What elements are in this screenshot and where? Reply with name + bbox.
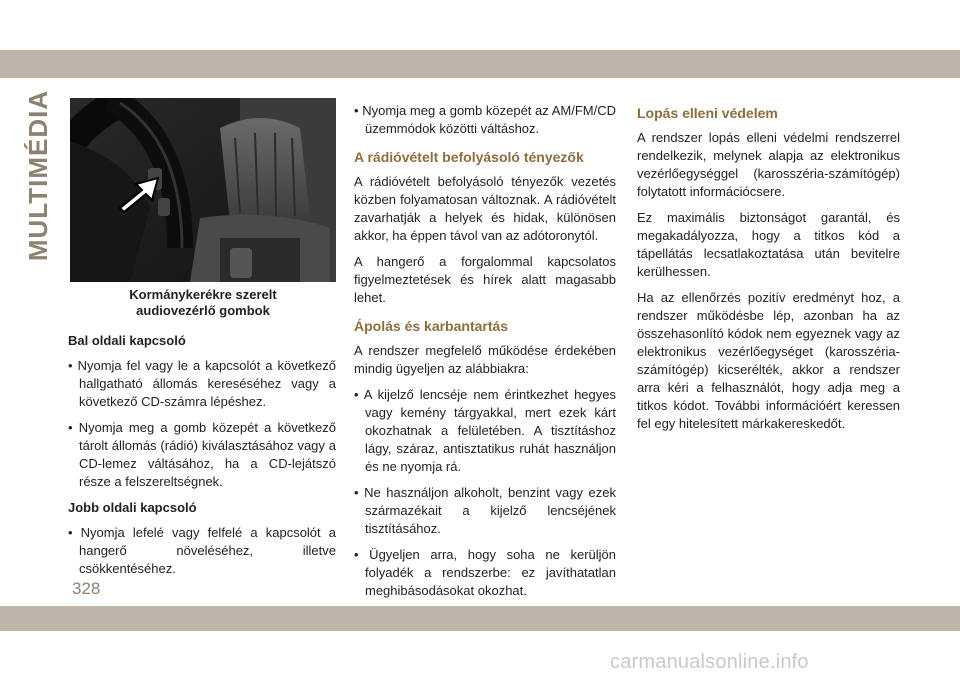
theft-paragraph-2: Ez maximális biztonságot garantál, és megakadályozza, hogy a titkos kód a tápellátás lecsatlakoztatása után bevitelre kerülhessen. [637, 210, 900, 279]
column-left [68, 332, 336, 586]
theft-protection-heading: Lopás elleni védelem [637, 105, 778, 121]
figure-caption-line1: Kormánykerékre szerelt [129, 287, 277, 302]
right-switch-heading: Jobb oldali kapcsoló [68, 500, 197, 515]
steering-wheel-illustration [70, 98, 336, 282]
care-paragraph: A rendszer megfelelő működése érdekében mindig ügyeljen az alábbiakra: [354, 343, 616, 376]
reception-heading: A rádióvételt befolyásoló tényezők [354, 149, 584, 165]
am-fm-bullet: • Nyomja meg a gomb közepét az AM/FM/CD üzemmódok közötti váltáshoz. [354, 103, 616, 136]
figure-caption-line2: audiovezérlő gombok [136, 303, 270, 318]
page-number: 328 [72, 579, 101, 598]
right-switch-bullet-1: • Nyomja lefelé vagy felfelé a kapcsolót a hangerő növeléséhez, illetve csökkentéséhez. [68, 525, 336, 576]
left-switch-bullet-1: • Nyomja fel vagy le a kapcsolót a következő hallgatható állomás kereséséhez vagy a következő CD-számra lépéshez. [68, 358, 336, 409]
theft-paragraph-1: A rendszer lopás elleni védelmi rendszerrel rendelkezik, melynek alapja az elektronikus vezérlőegységgel (karosszéria-számítógép) folytatott információcsere. [637, 130, 900, 199]
column-middle [354, 102, 616, 608]
section-tab-label: MULTIMÉDIA [23, 89, 54, 261]
header-band [0, 50, 960, 78]
left-switch-heading: Bal oldali kapcsoló [68, 333, 186, 348]
reception-paragraph-1: A rádióvételt befolyásoló tényezők vezetés közben folyamatosan változnak. A rádióvételt zavarhatják a helyek és hidak, különösen akkor, ha éppen távol van az adótoronytól. [354, 174, 616, 243]
care-bullet-2: • Ne használjon alkoholt, benzint vagy ezek származékait a kijelző lencséjének tisztításához. [354, 485, 616, 536]
section-tab [23, 89, 54, 261]
care-bullet-1: • A kijelző lencséje nem érintkezhet hegyes vagy kemény tárgyakkal, mert ezek kárt okozhatnak a felületében. A tisztításhoz lágy, száraz, antisztatikus ruhát használjon és ne nyomja rá. [354, 387, 616, 474]
figure-caption [70, 287, 336, 319]
theft-paragraph-3: Ha az ellenőrzés pozitív eredményt hoz, a rendszer működésbe lép, azonban ha az összehasonlító kódok nem egyeznek vagy az elektronikus vezérlőegységet (karosszéria-számítógép) kicserélték, akkor a rendszer arra kéri a felhasználót, hogy adja meg a titkos kódot. További információért keressen fel egy hitelesített márkakereskedőt. [637, 290, 900, 431]
footer-band [0, 606, 960, 631]
care-bullet-3: • Ügyeljen arra, hogy soha ne kerüljön folyadék a rendszerbe: ez javíthatatlan meghibásodásokat okozhat. [354, 547, 616, 598]
watermark: carmanualsonline.info [610, 651, 809, 673]
care-heading: Ápolás és karbantartás [354, 318, 509, 334]
steering-wheel-photo [70, 98, 336, 282]
reception-paragraph-2: A hangerő a forgalommal kapcsolatos figyelmeztetések és hírek alatt magasabb lehet. [354, 254, 616, 305]
left-switch-bullet-2: • Nyomja meg a gomb közepét a következő tárolt állomás (rádió) kiválasztásához vagy a CD-lemez váltásához, ha a CD-lejátszó része a felszereltségnek. [68, 420, 336, 489]
column-right [637, 104, 900, 441]
